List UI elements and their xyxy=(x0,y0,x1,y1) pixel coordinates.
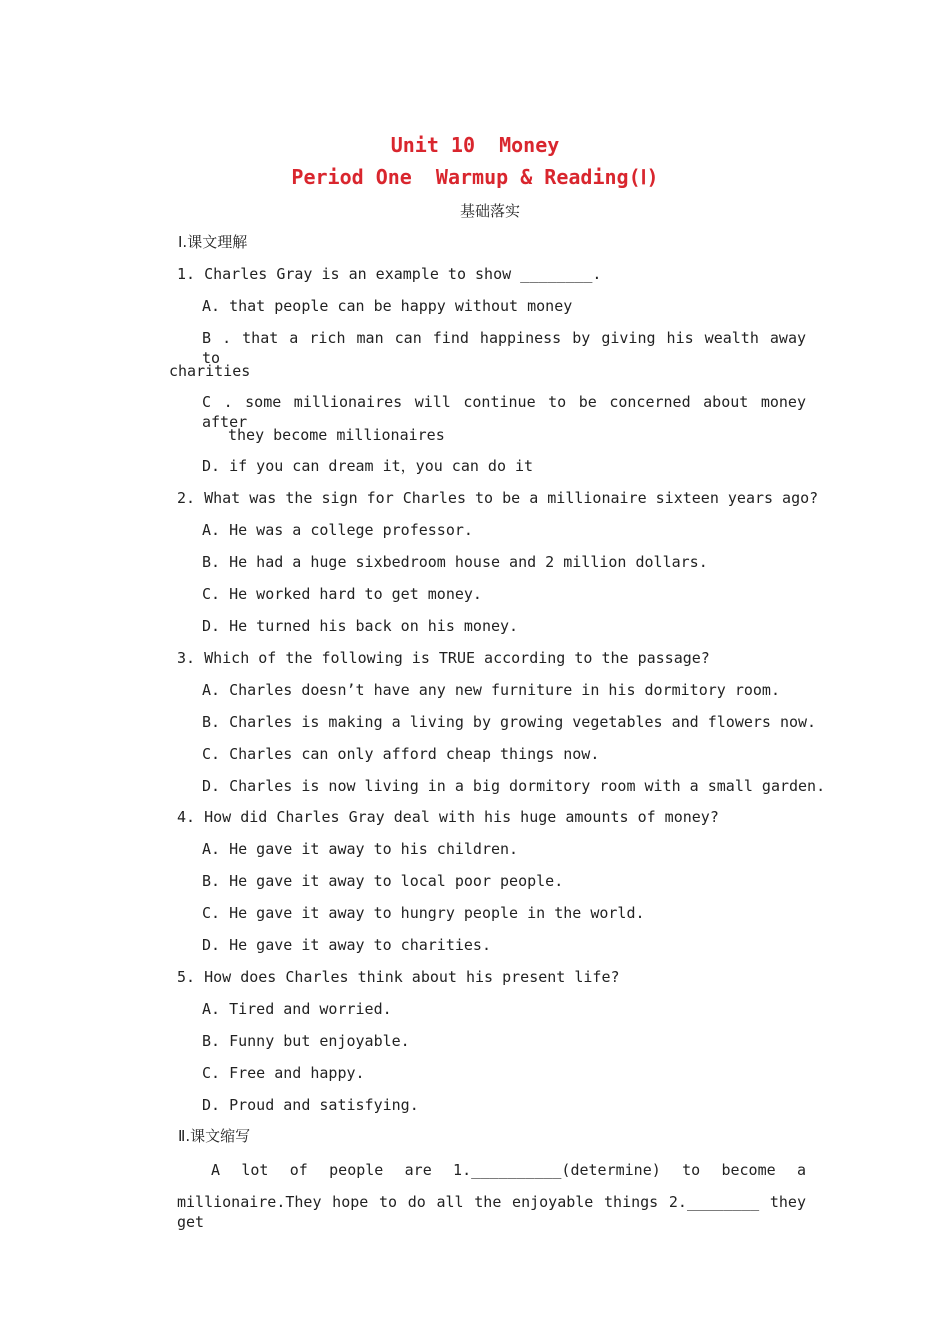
question-4-stem: 4. How did Charles Gray deal with his huge amounts of money? xyxy=(177,808,719,826)
question-4-option-b: B. He gave it away to local poor people. xyxy=(202,872,564,890)
section1-heading: Ⅰ.课文理解 xyxy=(178,233,248,251)
question-2-option-a: A. He was a college professor. xyxy=(202,521,473,539)
summary-paragraph-line-2: millionaire.They hope to do all the enjoyable things 2.________ they get xyxy=(177,1193,806,1231)
question-2-stem: 2. What was the sign for Charles to be a millionaire sixteen years ago? xyxy=(177,489,819,507)
section-subtitle: 基础落实 xyxy=(459,202,520,220)
question-5-option-c: C. Free and happy. xyxy=(202,1064,365,1082)
question-1-option-c-cont: they become millionaires xyxy=(228,426,445,444)
question-5-option-a: A. Tired and worried. xyxy=(202,1000,392,1018)
unit-title: Unit 10 Money xyxy=(390,133,560,157)
question-4-option-c: C. He gave it away to hungry people in the world. xyxy=(202,904,645,922)
question-1-option-b: B . that a rich man can find happiness by giving his wealth away to xyxy=(202,329,806,367)
question-4-option-a: A. He gave it away to his children. xyxy=(202,840,519,858)
period-title: Period One Warmup & Reading(Ⅰ) xyxy=(291,165,659,189)
question-3-option-b: B. Charles is making a living by growing vegetables and flowers now. xyxy=(202,713,817,731)
question-3-option-a: A. Charles doesn’t have any new furniture in his dormitory room. xyxy=(202,681,780,699)
question-1-stem: 1. Charles Gray is an example to show ________. xyxy=(177,265,602,283)
question-1-option-a: A. that people can be happy without money xyxy=(202,297,573,315)
question-2-option-b: B. He had a huge sixbedroom house and 2 million dollars. xyxy=(202,553,708,571)
question-3-stem: 3. Which of the following is TRUE according to the passage? xyxy=(177,649,710,667)
question-1-option-d: D. if you can dream it，you can do it xyxy=(202,457,534,475)
section2-heading: Ⅱ.课文缩写 xyxy=(178,1127,251,1145)
question-2-option-c: C. He worked hard to get money. xyxy=(202,585,482,603)
summary-paragraph-line-1: A lot of people are 1.__________(determine) to become a xyxy=(211,1161,806,1179)
question-4-option-d: D. He gave it away to charities. xyxy=(202,936,491,954)
question-3-option-d: D. Charles is now living in a big dormitory room with a small garden. xyxy=(202,777,826,795)
question-1-option-b-cont: charities xyxy=(169,362,251,380)
question-3-option-c: C. Charles can only afford cheap things now. xyxy=(202,745,600,763)
question-5-option-d: D. Proud and satisfying. xyxy=(202,1096,419,1114)
question-1-option-c: C . some millionaires will continue to be concerned about money after xyxy=(202,393,806,431)
question-5-stem: 5. How does Charles think about his present life? xyxy=(177,968,620,986)
question-2-option-d: D. He turned his back on his money. xyxy=(202,617,519,635)
question-5-option-b: B. Funny but enjoyable. xyxy=(202,1032,410,1050)
